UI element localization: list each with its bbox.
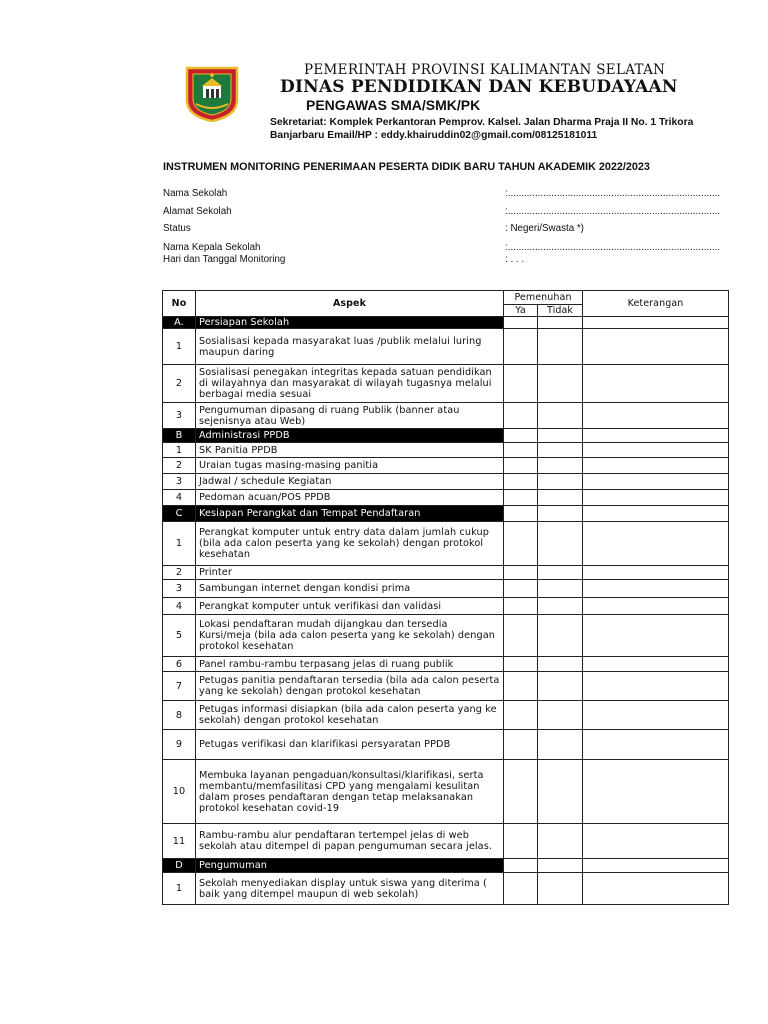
table-row [163, 598, 729, 615]
keterangan-cell[interactable] [583, 403, 729, 429]
aspect-text: Sambungan internet dengan kondisi prima [196, 580, 504, 598]
row-number: 7 [163, 672, 196, 701]
aspect-text: Membuka layanan pengaduan/konsultasi/klarifikasi, serta membantu/memfasilitasi CPD yang mengalami kesulitan dalam proses pendaftaran dengan tetap melaksanakan protokol kesehatan covid-19 [196, 760, 504, 824]
ya-cell[interactable] [504, 443, 538, 458]
ya-cell[interactable] [504, 615, 538, 657]
aspect-text: Panel rambu-rambu terpasang jelas di ruang publik [196, 657, 504, 672]
keterangan-cell[interactable] [583, 672, 729, 701]
ya-cell[interactable] [504, 490, 538, 506]
address-block [270, 116, 740, 142]
section-row [163, 317, 729, 329]
info-row-monitoring-date [163, 254, 525, 265]
keterangan-cell[interactable] [583, 317, 729, 329]
table-row [163, 365, 729, 403]
row-number: 9 [163, 730, 196, 760]
ya-cell[interactable] [504, 458, 538, 474]
header-aspek: Aspek [196, 291, 504, 317]
header-ya: Ya [504, 305, 538, 317]
row-number: 2 [163, 566, 196, 580]
ya-cell[interactable] [504, 365, 538, 403]
ya-cell[interactable] [504, 403, 538, 429]
department-name: DINAS PENDIDIKAN DAN KEBUDAYAAN [280, 77, 678, 97]
info-label: Nama Sekolah [163, 188, 228, 199]
ya-cell[interactable] [504, 474, 538, 490]
info-value: : Negeri/Swasta *) [505, 223, 584, 234]
aspect-text: Pengumuman dipasang di ruang Publik (banner atau sejenisnya atau Web) [196, 403, 504, 429]
aspect-text: SK Panitia PPDB [196, 443, 504, 458]
keterangan-cell[interactable] [583, 443, 729, 458]
aspect-text: Perangkat komputer untuk verifikasi dan validasi [196, 598, 504, 615]
tidak-cell[interactable] [538, 566, 583, 580]
table-row [163, 403, 729, 429]
info-row-principal [163, 242, 721, 253]
table-row [163, 566, 729, 580]
ya-cell[interactable] [504, 598, 538, 615]
info-value: :.............................................................................. [505, 242, 721, 253]
row-number: 2 [163, 365, 196, 403]
tidak-cell[interactable] [538, 760, 583, 824]
info-row-school-name [163, 188, 721, 199]
aspect-text: Jadwal / schedule Kegiatan [196, 474, 504, 490]
row-number: 3 [163, 580, 196, 598]
keterangan-cell[interactable] [583, 598, 729, 615]
row-number: 1 [163, 329, 196, 365]
aspect-text: Pedoman acuan/POS PPDB [196, 490, 504, 506]
table-row [163, 701, 729, 730]
keterangan-cell[interactable] [583, 458, 729, 474]
keterangan-cell[interactable] [583, 824, 729, 859]
section-row [163, 429, 729, 443]
keterangan-cell[interactable] [583, 873, 729, 905]
info-label: Hari dan Tanggal Monitoring [163, 254, 286, 265]
ya-cell[interactable] [504, 580, 538, 598]
province-emblem-logo [184, 66, 240, 122]
row-number: 1 [163, 443, 196, 458]
info-value: :.............................................................................. [505, 188, 721, 199]
keterangan-cell[interactable] [583, 429, 729, 443]
ya-cell[interactable] [504, 672, 538, 701]
table-row [163, 873, 729, 905]
info-label: Alamat Sekolah [163, 206, 232, 217]
keterangan-cell[interactable] [583, 730, 729, 760]
ya-cell[interactable] [504, 701, 538, 730]
row-number: B [163, 429, 196, 443]
aspect-text: Uraian tugas masing-masing panitia [196, 458, 504, 474]
keterangan-cell[interactable] [583, 506, 729, 522]
row-number: 11 [163, 824, 196, 859]
keterangan-cell[interactable] [583, 490, 729, 506]
unit-name: PENGAWAS SMA/SMK/PK [306, 97, 481, 113]
keterangan-cell[interactable] [583, 701, 729, 730]
aspect-text: Lokasi pendaftaran mudah dijangkau dan tersedia Kursi/meja (bila ada calon peserta yang ke sekolah) dengan protokol kesehatan [196, 615, 504, 657]
row-number: 4 [163, 490, 196, 506]
tidak-cell[interactable] [538, 329, 583, 365]
keterangan-cell[interactable] [583, 615, 729, 657]
tidak-cell[interactable] [538, 403, 583, 429]
aspect-text: Sosialisasi kepada masyarakat luas /publik melalui luring maupun daring [196, 329, 504, 365]
tidak-cell[interactable] [538, 657, 583, 672]
header-keterangan: Keterangan [583, 291, 729, 317]
tidak-cell[interactable] [538, 701, 583, 730]
aspect-text: Sosialisasi penegakan integritas kepada satuan pendidikan di wilayahnya dan masyarakat di wilayah tugasnya melalui berbagai media sesuai [196, 365, 504, 403]
keterangan-cell[interactable] [583, 329, 729, 365]
row-number: 4 [163, 598, 196, 615]
table-row [163, 615, 729, 657]
row-number: 10 [163, 760, 196, 824]
keterangan-cell[interactable] [583, 580, 729, 598]
tidak-cell[interactable] [538, 429, 583, 443]
section-row [163, 506, 729, 522]
aspect-text: Administrasi PPDB [196, 429, 504, 443]
ya-cell[interactable] [504, 522, 538, 566]
keterangan-cell[interactable] [583, 474, 729, 490]
ya-cell[interactable] [504, 317, 538, 329]
tidak-cell[interactable] [538, 873, 583, 905]
ya-cell[interactable] [504, 760, 538, 824]
aspect-text: Printer [196, 566, 504, 580]
info-label: Status [163, 223, 191, 234]
info-label: Nama Kepala Sekolah [163, 242, 261, 253]
keterangan-cell[interactable] [583, 657, 729, 672]
header-pemenuhan: Pemenuhan [504, 291, 583, 305]
row-number: 6 [163, 657, 196, 672]
monitoring-table [162, 290, 729, 905]
info-value: :.............................................................................. [505, 206, 721, 217]
keterangan-cell[interactable] [583, 566, 729, 580]
aspect-text: Kesiapan Perangkat dan Tempat Pendaftaran [196, 506, 504, 522]
aspect-text: Perangkat komputer untuk entry data dalam jumlah cukup (bila ada calon peserta yang ke sekolah) dengan protokol kesehatan [196, 522, 504, 566]
tidak-cell[interactable] [538, 672, 583, 701]
tidak-cell[interactable] [538, 317, 583, 329]
row-number: A. [163, 317, 196, 329]
table-row [163, 458, 729, 474]
tidak-cell[interactable] [538, 365, 583, 403]
row-number: 8 [163, 701, 196, 730]
keterangan-cell[interactable] [583, 522, 729, 566]
document-title: INSTRUMEN MONITORING PENERIMAAN PESERTA DIDIK BARU TAHUN AKADEMIK 2022/2023 [163, 161, 650, 173]
info-value: : . . . [505, 254, 525, 265]
ya-cell[interactable] [504, 329, 538, 365]
table-row [163, 580, 729, 598]
tidak-cell[interactable] [538, 615, 583, 657]
tidak-cell[interactable] [538, 522, 583, 566]
aspect-text: Sekolah menyediakan display untuk siswa yang diterima ( baik yang ditempel maupun di web sekolah) [196, 873, 504, 905]
keterangan-cell[interactable] [583, 365, 729, 403]
aspect-text: Persiapan Sekolah [196, 317, 504, 329]
ya-cell[interactable] [504, 859, 538, 873]
ya-cell[interactable] [504, 566, 538, 580]
aspect-text: Pengumuman [196, 859, 504, 873]
tidak-cell[interactable] [538, 506, 583, 522]
aspect-text: Petugas informasi disiapkan (bila ada calon peserta yang ke sekolah) dengan protokol kesehatan [196, 701, 504, 730]
table-row [163, 824, 729, 859]
header-no: No [163, 291, 196, 317]
row-number: D [163, 859, 196, 873]
table-row [163, 730, 729, 760]
aspect-text: Petugas verifikasi dan klarifikasi persyaratan PPDB [196, 730, 504, 760]
ya-cell[interactable] [504, 873, 538, 905]
ya-cell[interactable] [504, 824, 538, 859]
row-number: 5 [163, 615, 196, 657]
tidak-cell[interactable] [538, 474, 583, 490]
row-number: 3 [163, 403, 196, 429]
row-number: 1 [163, 873, 196, 905]
tidak-cell[interactable] [538, 490, 583, 506]
letterhead [270, 62, 740, 142]
tidak-cell[interactable] [538, 824, 583, 859]
header-tidak: Tidak [538, 305, 583, 317]
table-row [163, 672, 729, 701]
aspect-text: Rambu-rambu alur pendaftaran tertempel jelas di web sekolah atau ditempel di papan pengumuman secara jelas. [196, 824, 504, 859]
table-body [163, 317, 729, 905]
row-number: 3 [163, 474, 196, 490]
table-row [163, 443, 729, 458]
info-row-status [163, 223, 584, 234]
row-number: 1 [163, 522, 196, 566]
table-row [163, 760, 729, 824]
keterangan-cell[interactable] [583, 859, 729, 873]
table-row [163, 490, 729, 506]
ya-cell[interactable] [504, 506, 538, 522]
table-row [163, 657, 729, 672]
government-name: PEMERINTAH PROVINSI KALIMANTAN SELATAN [304, 62, 666, 78]
tidak-cell[interactable] [538, 859, 583, 873]
tidak-cell[interactable] [538, 730, 583, 760]
row-number: C [163, 506, 196, 522]
section-row [163, 859, 729, 873]
tidak-cell[interactable] [538, 580, 583, 598]
table-row [163, 474, 729, 490]
tidak-cell[interactable] [538, 443, 583, 458]
tidak-cell[interactable] [538, 458, 583, 474]
address-line-2: Banjarbaru Email/HP : eddy.khairuddin02@gmail.com/08125181011 [270, 130, 598, 141]
table-row [163, 522, 729, 566]
ya-cell[interactable] [504, 730, 538, 760]
tidak-cell[interactable] [538, 598, 583, 615]
table-row [163, 329, 729, 365]
aspect-text: Petugas panitia pendaftaran tersedia (bila ada calon peserta yang ke sekolah) dengan protokol kesehatan [196, 672, 504, 701]
info-row-school-address [163, 206, 721, 217]
row-number: 2 [163, 458, 196, 474]
ya-cell[interactable] [504, 657, 538, 672]
keterangan-cell[interactable] [583, 760, 729, 824]
ya-cell[interactable] [504, 429, 538, 443]
address-line-1: Sekretariat: Komplek Perkantoran Pemprov. Kalsel. Jalan Dharma Praja II No. 1 Trikora [270, 117, 694, 128]
